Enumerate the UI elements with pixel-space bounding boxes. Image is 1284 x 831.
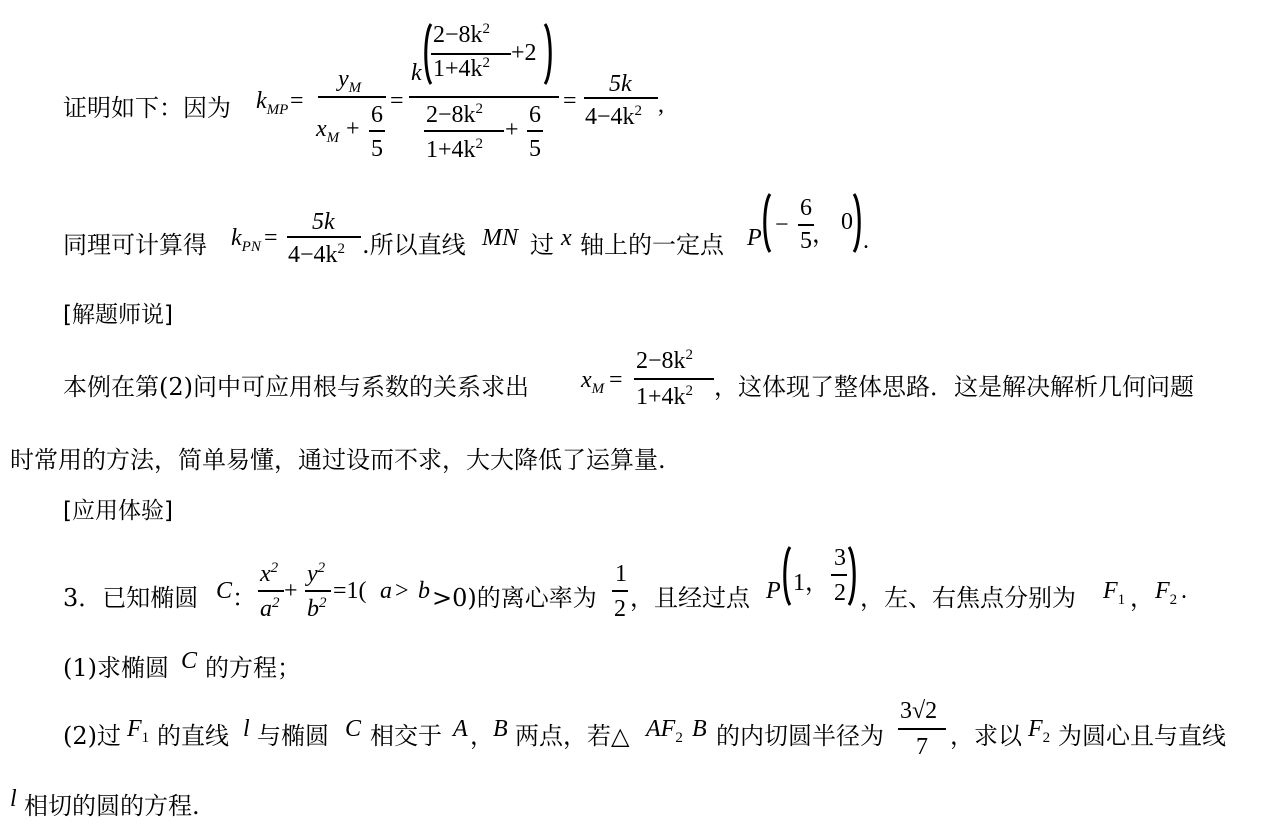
q2-lead: (2)过 — [63, 722, 121, 750]
f1-symbol: $F_1$ — [127, 716, 150, 746]
b-symbol: B — [692, 716, 707, 742]
result-denominator: $4-4k^2$ — [585, 103, 643, 130]
fraction-bar — [305, 590, 331, 592]
text-pass: 过 — [530, 231, 554, 259]
foci-text: ，左、右焦点分别为 — [860, 584, 1076, 612]
b-symbol: b — [418, 578, 430, 604]
fraction-bar — [424, 130, 504, 132]
c-symbol: C — [216, 578, 233, 604]
fraction-bar — [527, 130, 543, 132]
fraction-denominator: $1+4k^2$ — [636, 383, 694, 410]
section-heading-practice: [应用体验] — [63, 498, 173, 524]
six: 6 — [529, 102, 541, 128]
equals-sign: = — [609, 367, 623, 393]
text-pass-point: ，且经过点 — [630, 584, 750, 612]
text-intersect: 相交于 — [370, 722, 442, 750]
equals-sign: = — [563, 88, 577, 114]
point-x: 1， — [793, 570, 829, 596]
text-two-points: 两点，若△ — [515, 722, 630, 750]
fraction-bar — [258, 590, 284, 592]
k-symbol: $k_{PN}$ — [231, 225, 261, 255]
right-paren-icon — [847, 545, 859, 607]
a-symbol: a — [380, 578, 392, 604]
five: 5 — [371, 136, 383, 162]
inner-numerator: $2-8k^2$ — [433, 21, 491, 48]
para-text-line2: 时常用的方法，简单易懂，通过设而不求，大大降低了运算量. — [10, 446, 666, 474]
colon: ： — [232, 584, 256, 612]
half-numerator: 1 — [615, 561, 627, 587]
left-paren-icon — [780, 545, 792, 607]
k-symbol: k — [411, 60, 422, 86]
text-inradius: 的内切圆半径为 — [716, 722, 884, 750]
a-squared: $a^2$ — [260, 595, 280, 622]
result-denominator: $4-4k^2$ — [288, 241, 346, 268]
numerator-y: $y_M$ — [338, 66, 362, 96]
f2-symbol: $F_2$ — [1028, 716, 1051, 746]
x-symbol: x — [561, 225, 572, 251]
radius-numerator: 3√2 — [900, 698, 938, 724]
radius-denominator: 7 — [916, 734, 928, 760]
fraction-bar — [369, 130, 385, 132]
text-fixed-point: 轴上的一定点 — [580, 231, 724, 259]
fraction-bar — [431, 53, 511, 55]
c-symbol: C — [181, 648, 198, 674]
comma: ， — [1130, 584, 1154, 612]
five: 5 — [800, 228, 812, 254]
inner-denominator: $1+4k^2$ — [433, 55, 491, 82]
plus-sign: + — [284, 578, 298, 604]
para-text-part2: ，这体现了整体思路．这是解决解析几何问题 — [714, 373, 1194, 401]
comma: ， — [470, 722, 494, 750]
fraction-bar — [898, 728, 946, 730]
para-text-part1: 本例在第(2)问中可应用根与系数的关系求出 — [63, 373, 529, 401]
six: 6 — [800, 195, 812, 221]
mn-symbol: MN — [482, 225, 518, 251]
l-symbol: l — [243, 716, 250, 742]
f1-symbol: $F_1$ — [1103, 578, 1126, 608]
six: 6 — [371, 102, 383, 128]
half-denominator: 2 — [614, 596, 626, 622]
greater-than: > — [395, 578, 409, 604]
k-symbol: $k_{MP}$ — [256, 88, 289, 118]
eccentricity-text: >0)的离心率为 — [432, 584, 597, 612]
x-symbol: $x_M$ — [581, 367, 605, 397]
q1-tail: 的方程； — [205, 654, 301, 682]
p-symbol: P — [747, 225, 762, 251]
denominator-x: $x_M$ — [316, 116, 340, 146]
fraction-bar — [831, 574, 847, 576]
fraction-bar — [318, 96, 386, 98]
three: 3 — [834, 545, 846, 571]
period: . — [863, 228, 869, 254]
plus-sign: + — [505, 117, 519, 143]
fraction-bar — [612, 590, 628, 592]
text-ellipse: 与椭圆 — [257, 722, 329, 750]
fraction-bar — [584, 97, 658, 99]
p-symbol: P — [766, 578, 781, 604]
equals-sign: = — [390, 88, 404, 114]
result-numerator: 5k — [609, 71, 632, 97]
b-symbol: B — [493, 716, 508, 742]
fraction-bar — [287, 236, 361, 238]
text-so-line: .所以直线 — [362, 231, 466, 259]
a-symbol: A — [453, 716, 468, 742]
b-squared: $b^2$ — [307, 595, 327, 622]
text-with: ，求以 — [950, 722, 1022, 750]
minus-sign: − — [775, 212, 789, 238]
equals-sign: = — [264, 225, 278, 251]
x-squared: $x^2$ — [260, 560, 279, 587]
text-center: 为圆心且与直线 — [1058, 722, 1226, 750]
section-heading-explanation: [解题师说] — [63, 302, 173, 328]
result-numerator: 5k — [312, 209, 335, 235]
fraction-numerator: $2-8k^2$ — [636, 347, 694, 374]
five: 5 — [529, 136, 541, 162]
c-symbol: C — [345, 716, 362, 742]
plus-two: +2 — [511, 40, 537, 66]
left-paren-icon — [760, 192, 772, 254]
equation-rhs: =1( — [333, 578, 367, 604]
comma: ， — [812, 220, 836, 248]
equals-sign: = — [290, 88, 304, 114]
den-denominator: $1+4k^2$ — [426, 136, 484, 163]
f2-symbol: $F_2$ — [1155, 578, 1178, 608]
q2-line2: 相切的圆的方程. — [24, 792, 200, 820]
af2-symbol: $AF_2$ — [646, 716, 683, 746]
comma: , — [658, 92, 664, 118]
right-paren-icon — [543, 22, 555, 86]
zero: 0 — [841, 209, 853, 235]
text-line: 的直线 — [157, 722, 229, 750]
period: . — [1181, 578, 1187, 604]
q1-lead: (1)求椭圆 — [63, 654, 169, 682]
two: 2 — [834, 580, 846, 606]
problem-lead: 3．已知椭圆 — [63, 584, 199, 612]
y-squared: $y^2$ — [307, 560, 326, 587]
den-numerator: $2-8k^2$ — [426, 101, 484, 128]
proof-lead: 证明如下：因为 — [63, 94, 231, 122]
l-symbol: l — [10, 786, 17, 812]
similar-lead: 同理可计算得 — [63, 231, 207, 259]
plus-sign: + — [346, 116, 360, 142]
fraction-bar — [409, 96, 559, 98]
fraction-bar — [634, 378, 714, 380]
